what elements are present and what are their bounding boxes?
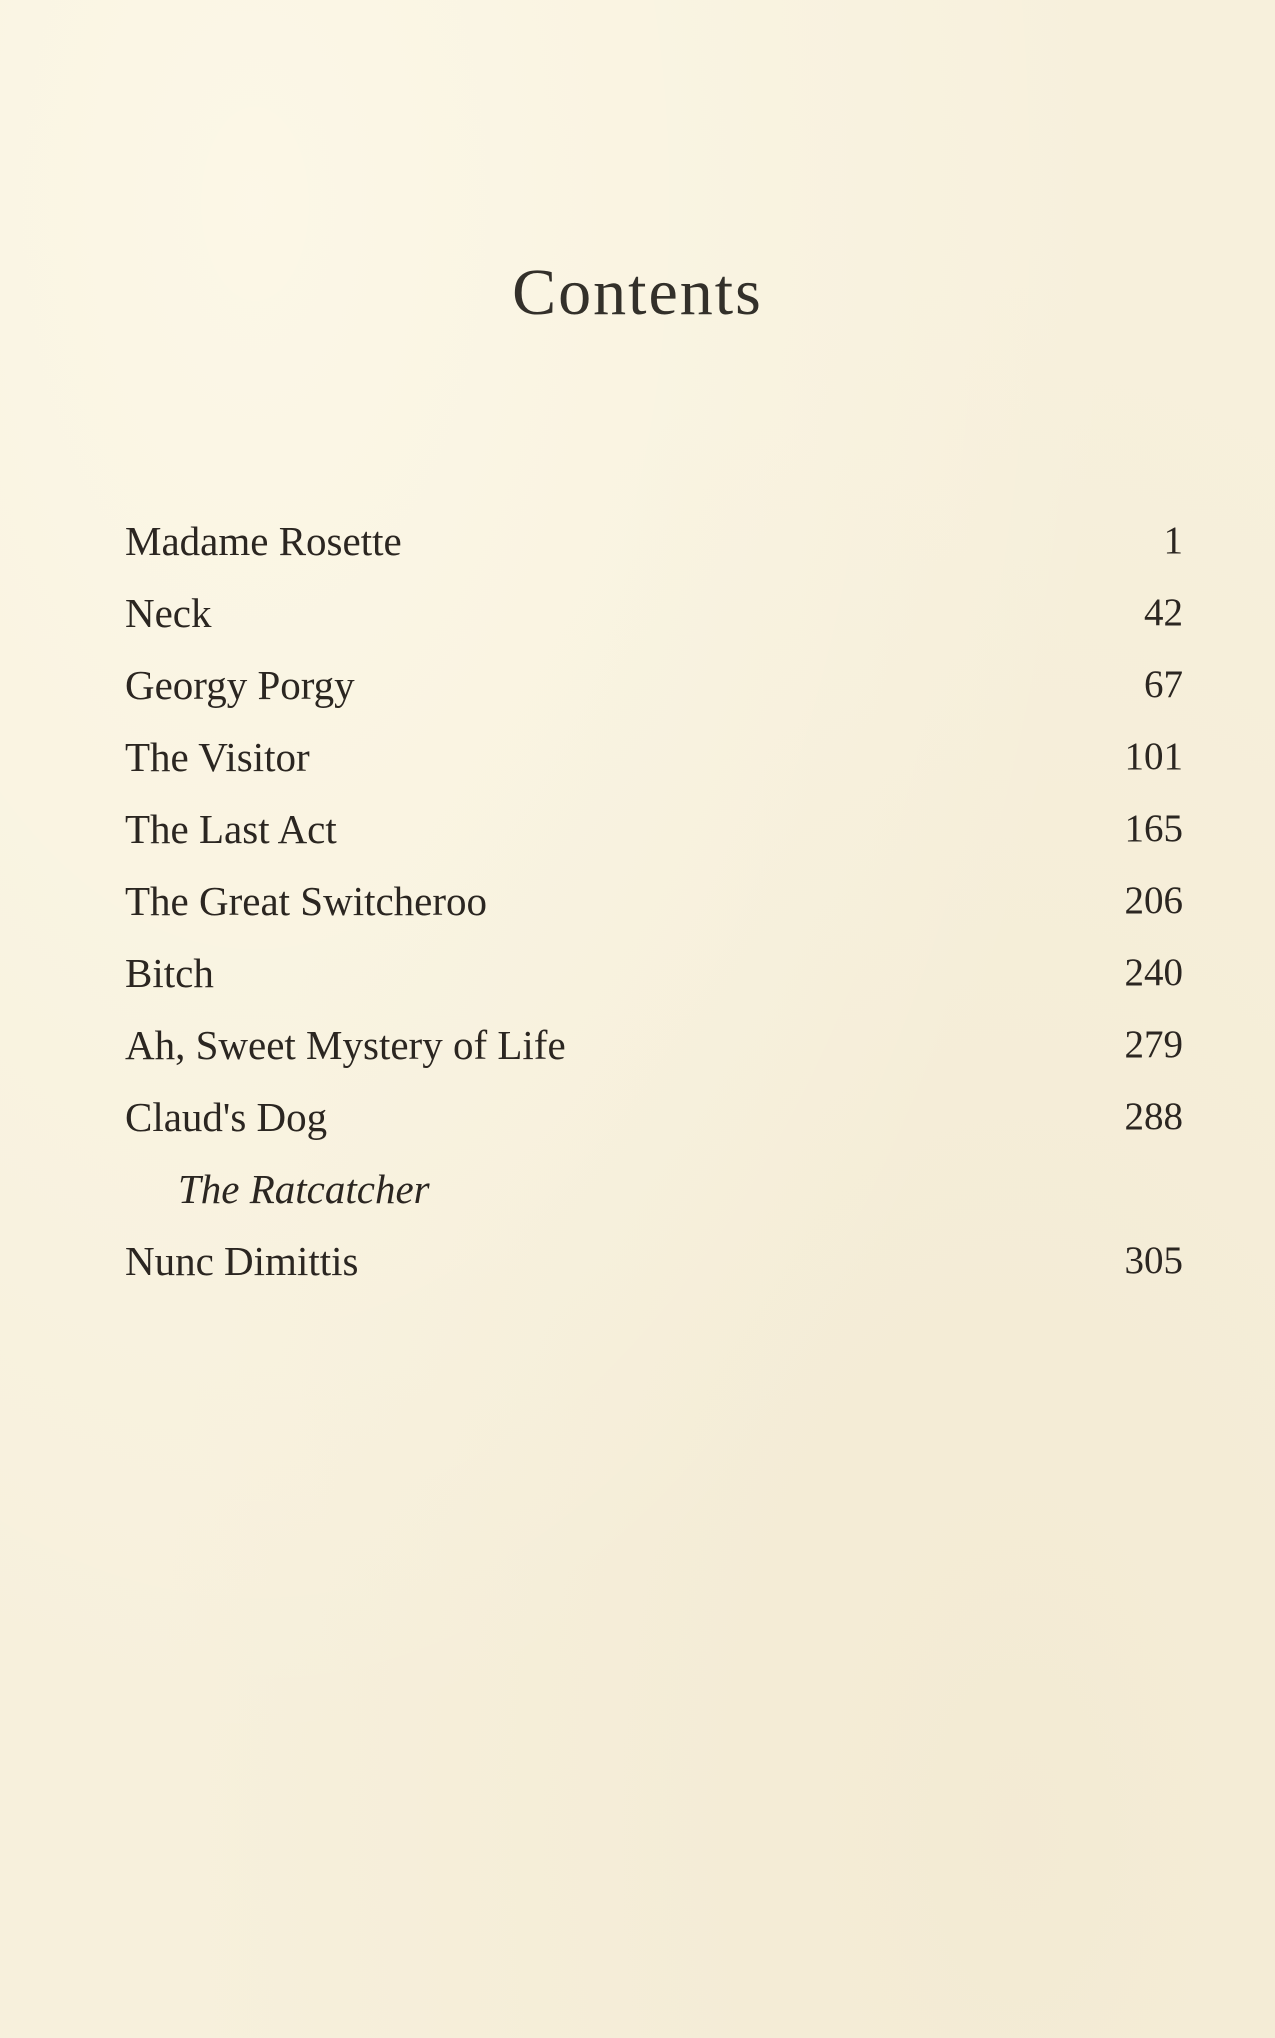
toc-entry-page: 305 xyxy=(1124,1239,1183,1282)
toc-entry-page: 288 xyxy=(1124,1095,1183,1138)
toc-entry-title: Claud's Dog xyxy=(125,1094,328,1140)
toc-entry-title: The Visitor xyxy=(125,734,310,780)
toc-entry-page: 240 xyxy=(1124,951,1183,994)
toc-entry-page: 279 xyxy=(1124,1023,1183,1066)
toc-entry xyxy=(125,577,1183,649)
toc-entry-title: Neck xyxy=(125,590,212,636)
page-title: Contents xyxy=(512,256,763,329)
toc-entry-page: 42 xyxy=(1144,591,1183,634)
table-of-contents xyxy=(125,505,1183,1297)
toc-entry-title: The Last Act xyxy=(125,806,337,852)
toc-entry-page: 67 xyxy=(1144,663,1183,706)
toc-entry xyxy=(125,1225,1183,1297)
toc-subentry xyxy=(125,1153,1183,1225)
toc-entry xyxy=(125,1081,1183,1153)
toc-entry xyxy=(125,1009,1183,1081)
toc-entry-title: Georgy Porgy xyxy=(125,662,355,708)
toc-entry-page: 1 xyxy=(1163,519,1183,562)
toc-entry xyxy=(125,721,1183,793)
toc-entry-page: 101 xyxy=(1124,735,1183,778)
toc-entry-title: Bitch xyxy=(125,950,214,996)
toc-entry xyxy=(125,505,1183,577)
toc-entry-title: Nunc Dimittis xyxy=(125,1238,359,1284)
toc-entry xyxy=(125,649,1183,721)
toc-entry-page: 206 xyxy=(1124,879,1183,922)
toc-entry xyxy=(125,865,1183,937)
toc-entry-title: Ah, Sweet Mystery of Life xyxy=(125,1022,566,1068)
toc-entry-title: The Great Switcheroo xyxy=(125,878,488,924)
toc-entry xyxy=(125,793,1183,865)
toc-entry xyxy=(125,937,1183,1009)
toc-subentry-title: The Ratcatcher xyxy=(178,1166,430,1212)
toc-entry-title: Madame Rosette xyxy=(125,518,402,564)
toc-entry-page: 165 xyxy=(1124,807,1183,850)
